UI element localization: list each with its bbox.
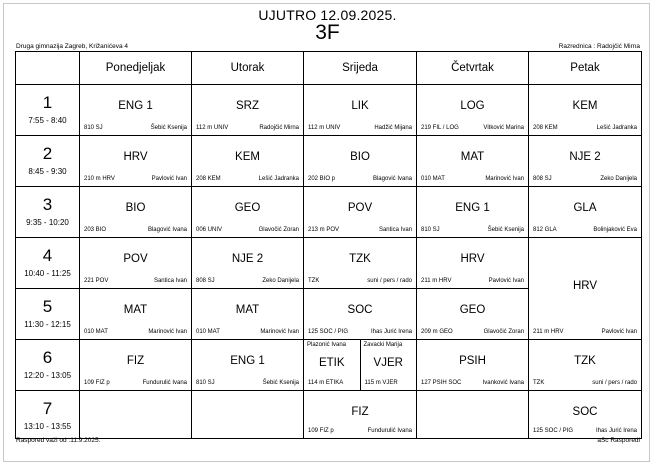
period-header-7 <box>16 391 80 439</box>
lesson-room: 115 m VJER <box>364 380 398 386</box>
lesson-room: 812 GLA <box>533 227 557 233</box>
lesson-cell[interactable] <box>304 187 417 238</box>
lesson-cell[interactable] <box>192 136 304 187</box>
lesson-room: 808 SJ <box>533 176 552 182</box>
lesson-subject: SOC <box>572 406 598 418</box>
group-lesson-ethics[interactable] <box>304 340 360 390</box>
lesson-teacher: Ihas Jurić Irena <box>370 329 412 335</box>
period-time: 11:30 - 12:15 <box>24 320 71 329</box>
period-number: 5 <box>42 297 53 316</box>
period-number: 6 <box>42 348 53 367</box>
group-lesson-religion[interactable] <box>360 340 417 390</box>
lesson-subject: SOC <box>347 304 373 316</box>
lesson-cell[interactable] <box>80 340 192 391</box>
lesson-teacher: Blagović Ivana <box>372 176 412 182</box>
lesson-teacher: Lešić Jadranka <box>258 176 299 182</box>
lesson-room: 203 BIO <box>84 227 107 233</box>
lesson-subject: KEM <box>235 151 260 163</box>
corner-cell <box>16 52 80 85</box>
period-number: 7 <box>42 399 53 418</box>
day-header-thursday: Četvrtak <box>417 52 529 85</box>
lesson-cell[interactable] <box>304 289 417 340</box>
lesson-cell[interactable] <box>192 340 304 391</box>
lesson-room: 208 KEM <box>533 125 558 131</box>
head-teacher: Razrednica : Radojčić Mirna <box>558 43 640 50</box>
app-credit: aSc Rasporedi <box>597 437 640 444</box>
period-header-4 <box>16 238 80 289</box>
lesson-teacher: Marinović Ivan <box>260 329 299 335</box>
lesson-cell[interactable] <box>417 238 529 289</box>
lesson-room: 210 m HRV <box>84 176 115 182</box>
lesson-teacher: Bolinjaković Eva <box>593 227 637 233</box>
lesson-cell[interactable] <box>80 289 192 340</box>
lesson-cell[interactable] <box>529 340 642 391</box>
lesson-room: 211 m HRV <box>421 278 452 284</box>
lesson-teacher: Šebić Ksenija <box>487 227 524 233</box>
school-name: Druga gimnazija Zagreb, Križanićeva 4 <box>16 43 128 50</box>
lesson-subject: HRV <box>572 280 598 292</box>
period-header-1 <box>16 85 80 136</box>
lesson-room: 219 FIL / LOG <box>421 125 459 131</box>
lesson-cell[interactable] <box>80 85 192 136</box>
lesson-teacher: Pavlović Ivan <box>601 329 637 335</box>
lesson-subject: ENG 1 <box>118 100 153 112</box>
lesson-teacher: Šebić Ksenija <box>150 125 187 131</box>
lesson-teacher: Glavočić Zoran <box>483 329 524 335</box>
lesson-subject: POV <box>123 253 148 265</box>
day-header-monday: Ponedjeljak <box>80 52 192 85</box>
empty-lesson-cell <box>192 391 304 439</box>
timetable <box>15 51 642 439</box>
lesson-subject: LOG <box>460 100 485 112</box>
lesson-teacher: Vitković Marina <box>483 125 524 131</box>
lesson-teacher: Fundurulić Ivana <box>367 428 412 434</box>
lesson-room: 209 m GEO <box>421 329 453 335</box>
lesson-subject: LIK <box>351 100 369 112</box>
lesson-cell[interactable] <box>192 289 304 340</box>
day-header-friday: Petak <box>529 52 642 85</box>
lesson-cell[interactable] <box>304 238 417 289</box>
lesson-room: 109 FIZ p <box>84 380 110 386</box>
lesson-teacher: Glavočić Zoran <box>258 227 299 233</box>
lesson-teacher: Radojčić Mirna <box>259 125 299 131</box>
lesson-room: 125 SOC / PIG <box>533 428 574 434</box>
lesson-cell[interactable] <box>80 238 192 289</box>
period-time: 8:45 - 9:30 <box>28 167 67 176</box>
lesson-subject: FIZ <box>126 355 145 367</box>
lesson-subject: ENG 1 <box>230 355 265 367</box>
lesson-teacher: Pavlović Ivan <box>151 176 187 182</box>
lesson-room: 810 SJ <box>196 380 215 386</box>
lesson-teacher: Lešić Jadranka <box>596 125 637 131</box>
lesson-subject: POV <box>347 202 373 214</box>
lesson-room: 109 FIZ p <box>308 428 334 434</box>
lesson-subject: TZK <box>349 253 371 265</box>
class-name: 3F <box>315 21 340 44</box>
lesson-teacher: Marinović Ivan <box>148 329 187 335</box>
day-header-wednesday: Srijeda <box>304 52 417 85</box>
lesson-room: 202 BIO p <box>308 176 336 182</box>
lesson-subject: MAT <box>235 304 260 316</box>
lesson-cell[interactable] <box>529 85 642 136</box>
lesson-room: TZK <box>308 278 320 284</box>
lesson-teacher: Fundurulić Ivana <box>142 380 187 386</box>
lesson-cell[interactable] <box>529 391 642 439</box>
lesson-cell[interactable] <box>417 136 529 187</box>
period-header-2 <box>16 136 80 187</box>
lesson-room: 221 POV <box>84 278 109 284</box>
lesson-room: 010 MAT <box>84 329 108 335</box>
lesson-teacher: Hadžić Mijana <box>374 125 412 131</box>
period-time: 7:55 - 8:40 <box>28 116 67 125</box>
period-number: 3 <box>42 195 53 214</box>
period-header-3 <box>16 187 80 238</box>
lesson-room: 112 m UNIV <box>196 125 229 131</box>
lesson-teacher: Pavlović Ivan <box>488 278 524 284</box>
lesson-subject: HRV <box>123 151 148 163</box>
lesson-cell-split[interactable] <box>304 340 417 391</box>
valid-from: Raspored važi od :11.9.2025. <box>16 437 101 444</box>
lesson-room: 010 MAT <box>196 329 220 335</box>
lesson-cell[interactable] <box>529 187 642 238</box>
period-header-6 <box>16 340 80 391</box>
lesson-teacher: Marinović Ivan <box>485 176 524 182</box>
lesson-cell[interactable] <box>417 85 529 136</box>
split-group <box>304 340 416 390</box>
lesson-cell[interactable] <box>304 391 417 439</box>
lesson-cell[interactable] <box>304 136 417 187</box>
period-time: 13:10 - 13:55 <box>23 422 72 431</box>
lesson-room: 211 m HRV <box>533 329 564 335</box>
lesson-room: 810 SJ <box>421 227 440 233</box>
lesson-subject: GLA <box>573 202 597 214</box>
lesson-room: 810 SJ <box>84 125 103 131</box>
lesson-room: 125 SOC / PIG <box>308 329 349 335</box>
period-time: 12:20 - 13:05 <box>23 371 72 380</box>
period-time: 9:35 - 10:20 <box>26 218 69 227</box>
period-time: 10:40 - 11:25 <box>24 269 71 278</box>
lesson-room: 213 m POV <box>308 227 340 233</box>
lesson-cell[interactable] <box>192 238 304 289</box>
lesson-subject: BIO <box>350 151 370 163</box>
lesson-subject: PSIH <box>459 355 486 367</box>
lesson-subject: FIZ <box>351 406 369 418</box>
lesson-subject: KEM <box>572 100 598 112</box>
schedule-title: UJUTRO 12.09.2025. <box>258 7 397 23</box>
period-header-5 <box>16 289 80 340</box>
empty-lesson-cell <box>80 391 192 439</box>
lesson-teacher: Santica Ivan <box>153 278 187 284</box>
lesson-teacher: Šebić Ksenija <box>262 380 299 386</box>
lesson-subject: NJE 2 <box>231 253 264 265</box>
lesson-cell[interactable] <box>417 187 529 238</box>
lesson-teacher: suni / pers / rado <box>592 380 637 386</box>
lesson-room: 127 PSIH SOC <box>421 380 462 386</box>
lesson-room: 006 UNIV <box>196 227 223 233</box>
period-number: 4 <box>42 246 53 265</box>
lesson-teacher: Ivanković Ivana <box>482 380 524 386</box>
lesson-room: 114 m ETIKA <box>308 380 344 386</box>
lesson-subject: MAT <box>460 151 485 163</box>
lesson-cell-double[interactable] <box>529 238 642 340</box>
lesson-subject: MAT <box>123 304 148 316</box>
lesson-cell[interactable] <box>417 289 529 340</box>
lesson-teacher: Zeko Danijela <box>262 278 299 284</box>
lesson-cell[interactable] <box>304 85 417 136</box>
lesson-cell[interactable] <box>80 187 192 238</box>
lesson-subject: ENG 1 <box>455 202 490 214</box>
lesson-teacher: Ihas Jurić Irena <box>595 428 637 434</box>
lesson-subject: NJE 2 <box>569 151 601 163</box>
lesson-teacher: Blagović Ivana <box>147 227 187 233</box>
lesson-subject: BIO <box>125 202 146 214</box>
lesson-room: 808 SJ <box>196 278 215 284</box>
lesson-subject: VJER <box>373 357 403 369</box>
lesson-subject: GEO <box>459 304 486 316</box>
lesson-room: 010 MAT <box>421 176 445 182</box>
day-header-tuesday: Utorak <box>192 52 304 85</box>
lesson-teacher: Santica Ivan <box>378 227 412 233</box>
lesson-subject: GEO <box>234 202 261 214</box>
lesson-cell[interactable] <box>80 136 192 187</box>
lesson-cell[interactable] <box>417 340 529 391</box>
period-number: 1 <box>42 93 53 112</box>
period-number: 2 <box>42 144 53 163</box>
lesson-room: 208 KEM <box>196 176 221 182</box>
empty-lesson-cell <box>417 391 529 439</box>
lesson-subject: TZK <box>574 355 596 367</box>
lesson-cell[interactable] <box>192 85 304 136</box>
lesson-cell[interactable] <box>192 187 304 238</box>
lesson-subject: HRV <box>460 253 485 265</box>
lesson-teacher: Zeko Danijela <box>600 176 637 182</box>
lesson-room: TZK <box>533 380 545 386</box>
lesson-subject: ETIK <box>318 357 345 369</box>
lesson-teacher: suni / pers / rado <box>367 278 412 284</box>
lesson-cell[interactable] <box>529 136 642 187</box>
lesson-teacher: Zavacki Marija <box>363 342 403 348</box>
lesson-subject: SRZ <box>236 100 259 112</box>
lesson-room: 112 m UNIV <box>308 125 341 131</box>
lesson-teacher: Plazonić Ivana <box>307 342 347 348</box>
